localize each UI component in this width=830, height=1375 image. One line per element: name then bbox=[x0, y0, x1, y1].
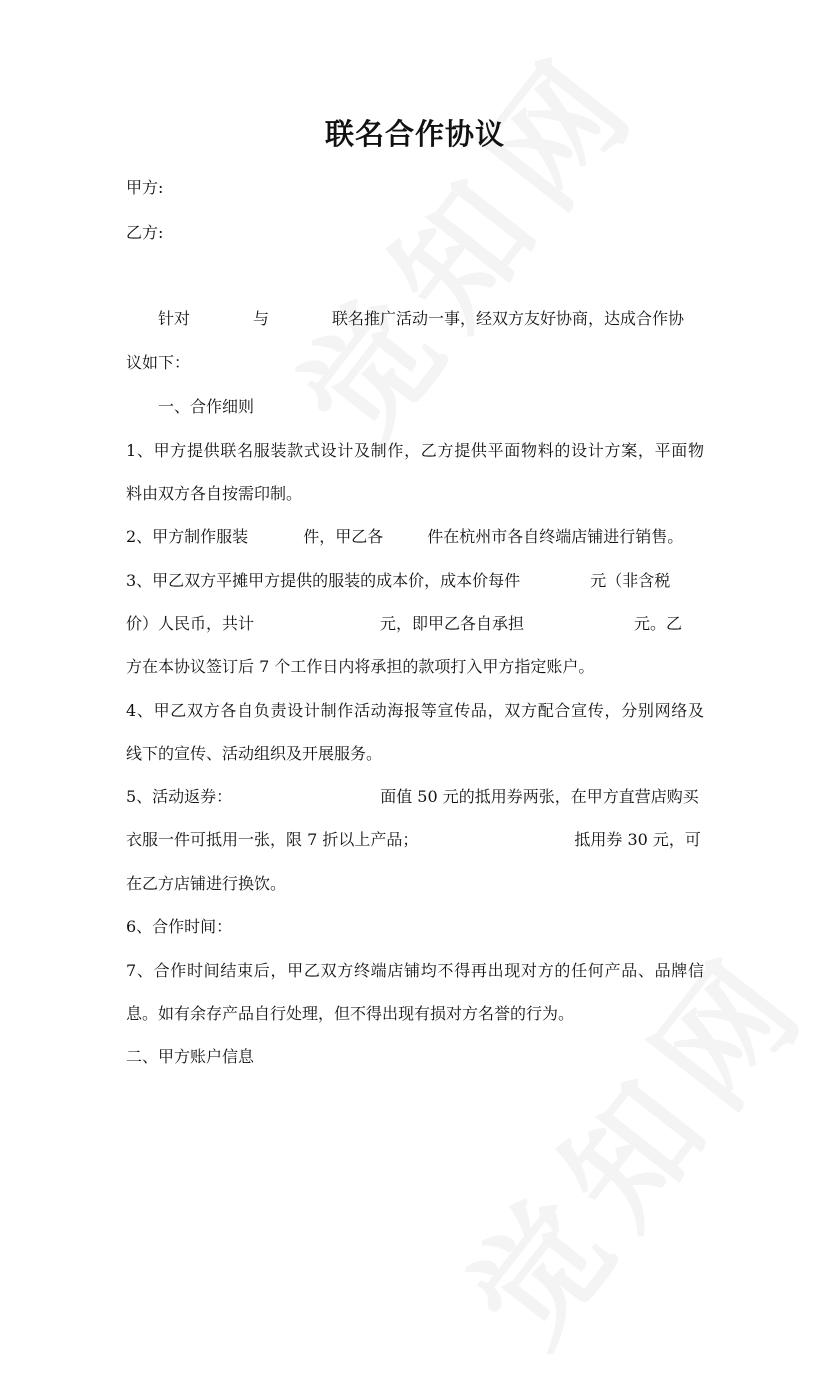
clause-5-line-1 bbox=[126, 786, 699, 808]
watermark bbox=[250, 5, 674, 475]
section-2-heading: 二、甲方账户信息 bbox=[126, 1047, 255, 1066]
clause-2-part-b: 件，甲乙各 bbox=[303, 527, 384, 546]
clause-5-part-d: 抵用券 30 元，可 bbox=[574, 830, 701, 849]
clause-1-line-1: 1、甲方提供联名服装款式设计及制作，乙方提供平面物料的设计方案，平面物 bbox=[126, 441, 704, 460]
clause-5-line-3: 在乙方店铺进行换饮。 bbox=[126, 874, 287, 893]
clause-3-line-3: 方在本协议签订后 7 个工作日内将承担的款项打入甲方指定账户。 bbox=[126, 657, 595, 676]
intro-text-1: 针对 bbox=[158, 309, 191, 328]
clause-5-part-a: 5、活动返券： bbox=[126, 787, 233, 806]
clause-2 bbox=[126, 526, 683, 548]
clause-5-part-c: 衣服一件可抵用一张，限 7 折以上产品； bbox=[126, 830, 419, 849]
clause-3-part-b: 元（非含税 bbox=[590, 571, 671, 590]
intro-text-3: 联名推广活动一事，经双方友好协商，达成合作协 bbox=[332, 309, 685, 328]
clause-5-line-2 bbox=[126, 829, 701, 851]
clause-3-line-1 bbox=[126, 570, 670, 592]
clause-3-part-d: 元，即甲乙各自承担 bbox=[380, 614, 525, 633]
party-a-label: 甲方: bbox=[126, 178, 164, 197]
clause-4-line-2: 线下的宣传、活动组织及开展服务。 bbox=[126, 744, 383, 763]
clause-4-line-1: 4、甲乙双方各自负责设计制作活动海报等宣传品，双方配合宣传，分别网络及 bbox=[126, 701, 704, 720]
party-b-label: 乙方: bbox=[126, 223, 164, 242]
clause-2-part-c: 件在杭州市各自终端店铺进行销售。 bbox=[427, 527, 684, 546]
clause-3-part-c: 价）人民币，共计 bbox=[126, 614, 255, 633]
clause-1-line-2: 料由双方各自按需印制。 bbox=[126, 484, 303, 503]
clause-7-line-1: 7、合作时间结束后，甲乙双方终端店铺均不得再出现对方的任何产品、品牌信 bbox=[126, 961, 704, 980]
clause-2-part-a: 2、甲方制作服装 bbox=[126, 527, 249, 546]
clause-3-part-a: 3、甲乙双方平摊甲方提供的服装的成本价，成本价每件 bbox=[126, 571, 521, 590]
intro-text-2: 与 bbox=[253, 309, 270, 328]
clause-5-part-b: 面值 50 元的抵用券两张，在甲方直营店购买 bbox=[380, 787, 699, 806]
clause-7-line-2: 息。如有余存产品自行处理，但不得出现有损对方名誉的行为。 bbox=[126, 1004, 575, 1023]
clause-3-line-2 bbox=[126, 613, 682, 635]
section-1-heading: 一、合作细则 bbox=[158, 397, 255, 416]
intro-line-2: 议如下： bbox=[126, 353, 191, 372]
document-title: 联名合作协议 bbox=[324, 117, 505, 151]
clause-3-part-e: 元。乙 bbox=[634, 614, 683, 633]
intro-line-1 bbox=[126, 308, 684, 330]
clause-6: 6、合作时间： bbox=[126, 917, 233, 936]
